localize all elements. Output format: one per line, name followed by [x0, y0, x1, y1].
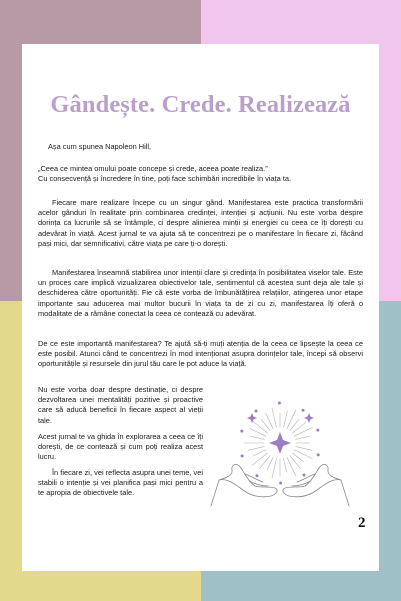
sparkle-dot: [279, 481, 282, 484]
sparkle-ray: [267, 457, 273, 470]
sparkle-dot: [241, 454, 244, 457]
sparkle-ray: [284, 459, 287, 473]
sparkle-dot: [302, 409, 305, 412]
sparkle-ray: [296, 447, 313, 451]
paragraph-text: Manifestarea înseamnă stabilirea unor intenții clare și credința în posibilitatea viselor tale. Este un proces care implică vizualizarea obiectivelor tale, sentimentul că acestea sunt deja ale tale și deschiderea către oportunități. Fie că este vorba de îmbunătățirea relațiilor, atingerea unor etape importante sau aducerea mai multor bucurii în viața ta de zi cu zi, manifestarea îți oferă o modalitate de a rămâne conectat la ceea ce contează cu adevărat.: [38, 268, 363, 318]
sparkle-ray: [272, 408, 276, 427]
paragraph-importance: De ce este importantă manifestarea? Te ajută să-ți muți atenția de la ceea ce lipsește la ceea ce este posibil. Atunci când te concentrezi în mod intenționat asupra dorințelor tale, începi să observi oportunitățile și resursele din jurul tău care le pot aduce la viață.: [38, 339, 363, 369]
intro-text: Așa cum spunea Napoleon Hill,: [48, 142, 152, 151]
quote-followup: Cu consecvență și încredere în tine, poți face schimbări incredibile în viața ta.: [38, 174, 292, 183]
paragraph-mindset: Nu este vorba doar despre destinație, ci despre dezvoltarea unei mentalități pozitive și proactive care să aducă beneficii în fiecare aspect al vieții tale.: [38, 385, 203, 425]
sparkle-dot: [302, 474, 305, 477]
hands-holding-radiant-sparkles-icon: [205, 382, 355, 512]
sparkle-dot: [255, 409, 258, 412]
paragraph-realization: [38, 198, 363, 249]
sparkle-ray: [294, 427, 312, 436]
sparkle-ray: [294, 450, 312, 459]
sparkle-ray: [252, 421, 268, 433]
sparkle-dot: [316, 429, 319, 432]
sparkle-ray: [287, 457, 296, 475]
sparkle-dot: [255, 474, 258, 477]
sparkle-ray: [251, 436, 265, 439]
paragraph-daily: [38, 468, 203, 499]
sparkle-ray: [252, 453, 268, 465]
sparkle-dot: [278, 402, 281, 405]
sparkle-ray: [296, 436, 310, 439]
sparkle-ray: [248, 447, 265, 451]
paragraph-manifestation: [38, 268, 363, 319]
sparkle-ray: [253, 450, 266, 456]
sparkle-ray: [272, 459, 276, 478]
sparkle-ray: [284, 411, 288, 428]
sparkle-ray: [287, 411, 296, 429]
quote-text: „Ceea ce mintea omului poate concepe și crede, aceea poate realiza.”: [38, 164, 268, 173]
paragraph-text: Fiecare mare realizare începe cu un singur gând. Manifestarea este practica transformării acelor gânduri în realitate prin combinarea credinței, intenției și acțiunii. Nu este vorba despre dorința ca lucrurile să se întâmple, ci despre alinierea minții și energiei cu ceea ce îți dorești cu adevărat în viață. Acest jurnal te va ajuta să te concentrezi pe o manifestare în fiecare zi, făcând pași mici, dar semnificativi, către viața pe care ți-o dorești.: [38, 198, 363, 248]
paragraph-text: În fiecare zi, vei reflecta asupra unei teme, vei stabili o intenție și vei planifica pași mici pentru a te apropia de obiectivele tale.: [38, 468, 203, 498]
sparkle-dot: [317, 453, 320, 456]
page-number: 2: [358, 515, 366, 531]
paragraph-journal-guide: Acest jurnal te va ghida în explorarea a ceea ce îți dorești, de ce contează și cum poți realiza acest lucru.: [38, 432, 203, 462]
sparkle-dot: [240, 430, 243, 433]
page-title: Gândește. Crede. Realizează: [50, 91, 351, 118]
